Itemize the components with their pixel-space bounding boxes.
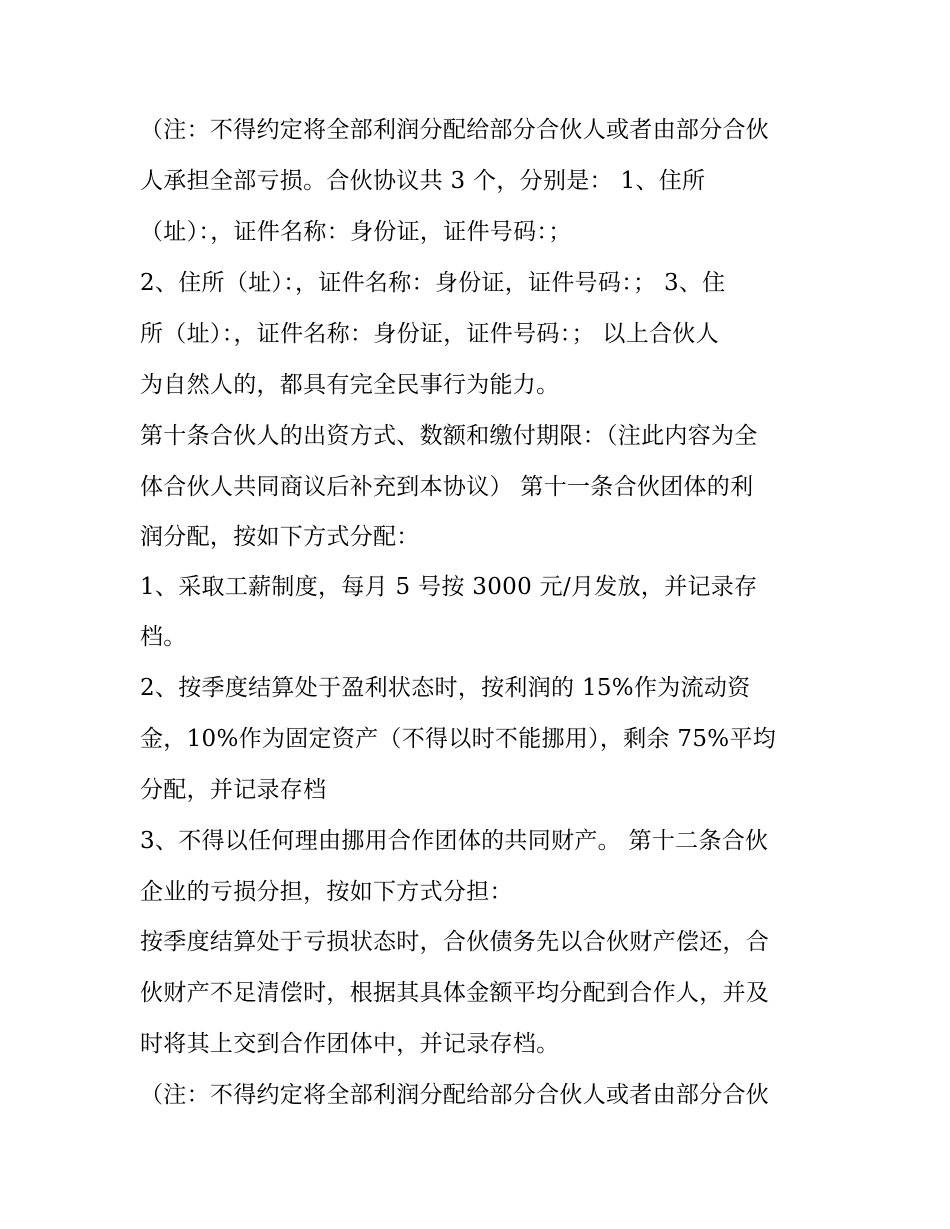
text-line: 人承担全部亏损。合伙协议共 3 个，分别是： 1、住所	[140, 168, 706, 194]
text-line: （注：不得约定将全部利润分配给部分合伙人或者由部分合伙	[140, 117, 770, 143]
text-line: 体合伙人共同商议后补充到本协议） 第十一条合伙团体的利	[140, 474, 754, 500]
text-line: 档。	[140, 624, 187, 650]
text-line: （注：不得约定将全部利润分配给部分合伙人或者由部分合伙	[140, 1082, 770, 1108]
text-line: 金，10%作为固定资产（不得以时不能挪用），剩余 75%平均	[140, 726, 777, 752]
text-line: 1、采取工薪制度，每月 5 号按 3000 元/月发放，并记录存	[140, 574, 758, 600]
text-line: 2、按季度结算处于盈利状态时，按利润的 15%作为流动资	[140, 675, 751, 701]
text-line: （址）：，证件名称：身份证，证件号码：；	[140, 219, 572, 245]
text-line: 时将其上交到合作团体中，并记录存档。	[140, 1031, 560, 1057]
text-line: 3、不得以任何理由挪用合作团体的共同财产。 第十二条合伙	[140, 828, 769, 854]
text-line: 分配，并记录存档	[140, 777, 327, 803]
text-line: 2、住所（址）：，证件名称：身份证，证件号码：； 3、住	[140, 270, 726, 296]
text-line: 企业的亏损分担，按如下方式分担：	[140, 879, 513, 905]
text-line: 所（址）：，证件名称：身份证，证件号码：； 以上合伙人	[140, 321, 719, 347]
text-line: 为自然人的，都具有完全民事行为能力。	[140, 372, 560, 398]
text-line: 润分配，按如下方式分配：	[140, 524, 420, 550]
text-line: 第十条合伙人的出资方式、数额和缴付期限：（注此内容为全	[140, 423, 758, 449]
text-line: 伙财产不足清偿时，根据其具体金额平均分配到合作人，并及	[140, 980, 770, 1006]
text-line: 按季度结算处于亏损状态时，合伙债务先以合伙财产偿还，合	[140, 929, 770, 955]
